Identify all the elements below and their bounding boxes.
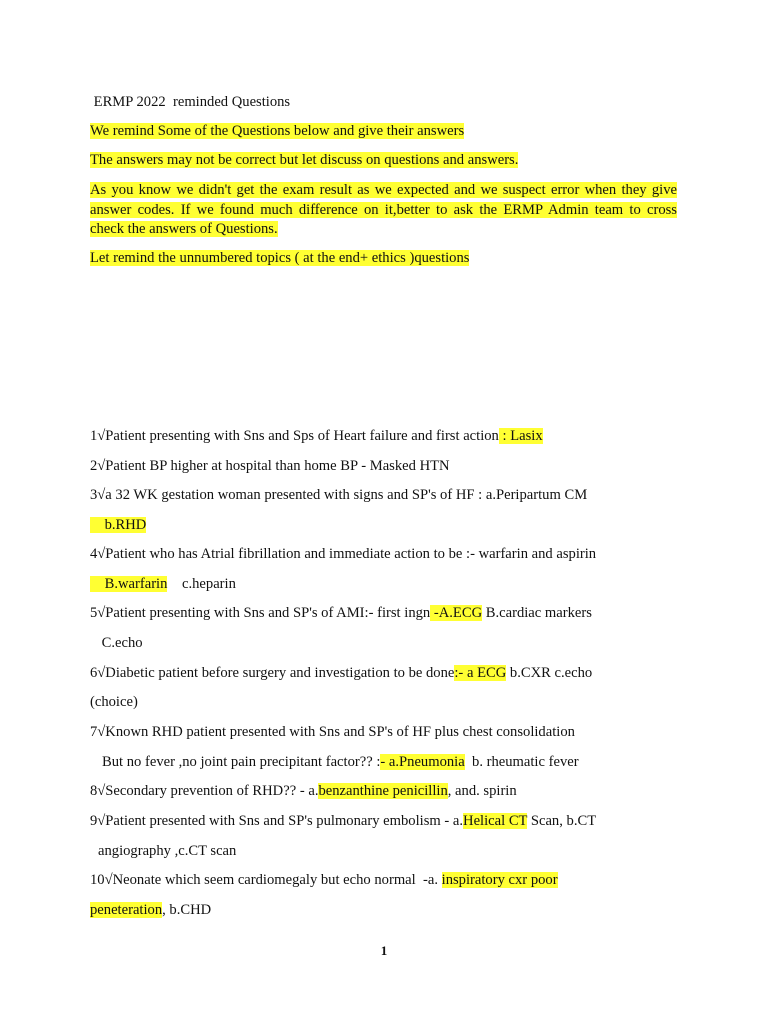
option-text: b.CXR c.echo bbox=[506, 665, 593, 681]
question-3-answer bbox=[90, 516, 146, 535]
question-10 bbox=[90, 871, 558, 890]
answer-highlight: benzanthine penicillin bbox=[318, 783, 448, 799]
answer-highlight: Helical CT bbox=[463, 813, 528, 829]
intro-paragraph-line-2 bbox=[90, 201, 677, 220]
option-text: , and. spirin bbox=[447, 783, 517, 799]
question-10-line-2 bbox=[90, 901, 211, 920]
question-7: 7√Known RHD patient presented with Sns and SP's of HF plus chest consolidation bbox=[90, 724, 575, 740]
option-text: b. rheumatic fever bbox=[464, 754, 579, 770]
question-5-options: C.echo bbox=[98, 635, 143, 651]
question-6-line-2: (choice) bbox=[90, 694, 138, 710]
option-text: , b.CHD bbox=[162, 902, 212, 918]
question-text: But no fever ,no joint pain precipitant factor?? : bbox=[102, 754, 381, 770]
question-3: 3√a 32 WK gestation woman presented with signs and SP's of HF : a.Peripartum CM bbox=[90, 487, 588, 503]
option-text: c.heparin bbox=[167, 576, 236, 592]
answer-highlight: - a.Pneumonia bbox=[380, 754, 465, 770]
question-2: 2√Patient BP higher at hospital than home BP - Masked HTN bbox=[90, 458, 450, 474]
option-text: B.cardiac markers bbox=[482, 605, 592, 621]
intro-line-2 bbox=[90, 151, 518, 170]
question-5 bbox=[90, 604, 592, 623]
question-7-line-2 bbox=[102, 753, 579, 772]
question-text: 5√Patient presenting with Sns and SP's of AMI:- first ingn bbox=[90, 605, 431, 621]
question-text: 9√Patient presented with Sns and SP's pulmonary embolism - a. bbox=[90, 813, 464, 829]
question-4-options bbox=[90, 575, 236, 594]
option-text: Scan, b.CT bbox=[527, 813, 597, 829]
question-9-line-2: angiography ,c.CT scan bbox=[98, 843, 237, 859]
intro-line-1 bbox=[90, 122, 464, 141]
question-text: 8√Secondary prevention of RHD?? - a. bbox=[90, 783, 319, 799]
question-1 bbox=[90, 427, 543, 446]
document-title: ERMP 2022 reminded Questions bbox=[90, 94, 291, 110]
answer-highlight: inspiratory cxr poor bbox=[441, 872, 558, 888]
question-9 bbox=[90, 812, 596, 831]
question-text: 10√Neonate which seem cardiomegaly but echo normal -a. bbox=[90, 872, 442, 888]
highlight: answer codes. If we found much difference on it,better to ask the ERMP Admin team to cross bbox=[90, 202, 677, 218]
answer-highlight: :- a ECG bbox=[454, 665, 507, 681]
answer-highlight: : Lasix bbox=[498, 428, 543, 444]
highlight: The answers may not be correct but let discuss on questions and answers. bbox=[90, 152, 519, 168]
answer-highlight: b.RHD bbox=[90, 517, 147, 533]
highlight: Let remind the unnumbered topics ( at the end+ ethics )questions bbox=[90, 250, 470, 266]
question-text: 6√Diabetic patient before surgery and investigation to be done bbox=[90, 665, 455, 681]
highlight: check the answers of Questions. bbox=[90, 221, 278, 237]
question-8 bbox=[90, 782, 517, 801]
page-number: 1 bbox=[380, 943, 388, 958]
intro-line-4 bbox=[90, 249, 469, 268]
answer-highlight: -A.ECG bbox=[430, 605, 483, 621]
answer-highlight: peneteration bbox=[90, 902, 163, 918]
intro-paragraph-line-3 bbox=[90, 220, 278, 239]
highlight: We remind Some of the Questions below and give their answers bbox=[90, 123, 465, 139]
question-6 bbox=[90, 664, 592, 683]
highlight: As you know we didn't get the exam result as we expected and we suspect error when they give bbox=[90, 182, 677, 198]
intro-paragraph-line-1 bbox=[90, 181, 677, 200]
answer-highlight: B.warfarin bbox=[90, 576, 168, 592]
question-4: 4√Patient who has Atrial fibrillation and immediate action to be :- warfarin and aspirin bbox=[90, 546, 597, 562]
question-text: 1√Patient presenting with Sns and Sps of Heart failure and first action bbox=[90, 428, 499, 444]
